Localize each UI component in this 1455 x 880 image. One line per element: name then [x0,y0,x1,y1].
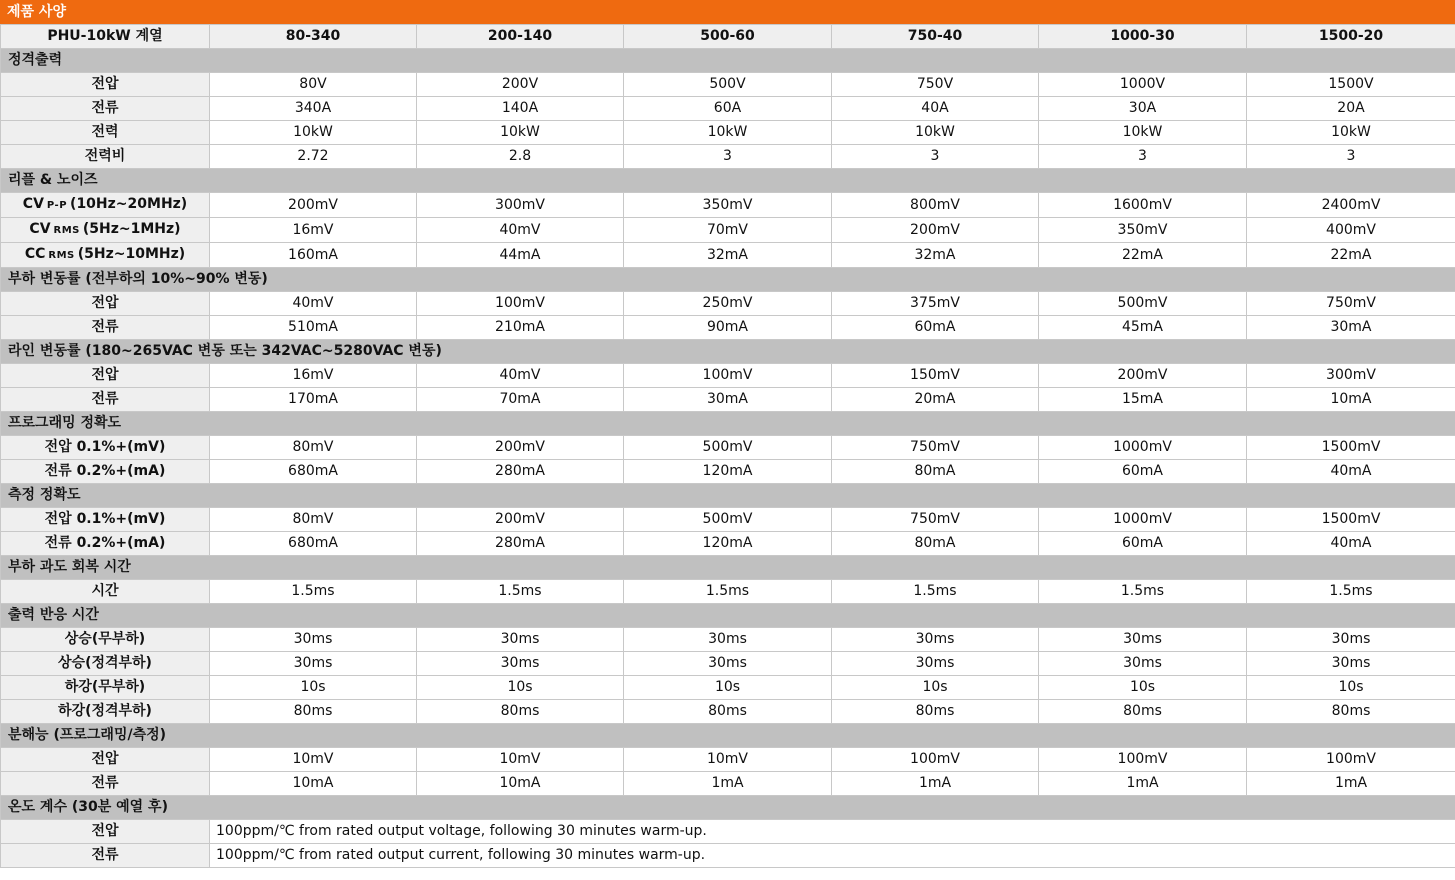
value-cell: 280mA [417,460,624,484]
row-label [1,243,210,268]
value-cell: 30ms [1247,628,1455,652]
value-cell: 40mA [1247,532,1455,556]
value-cell: 10kW [832,121,1039,145]
value-cell: 80mV [210,436,417,460]
spec-row [1,460,1455,484]
spec-table [0,24,1455,868]
value-cell: 1.5ms [832,580,1039,604]
value-cell: 10s [210,676,417,700]
row-label [1,193,210,218]
row-label: 전력 [1,121,210,145]
section-row [1,412,1455,436]
spec-row [1,73,1455,97]
value-cell: 750mV [832,508,1039,532]
value-cell: 500mV [1039,292,1247,316]
row-label: 전류 [1,97,210,121]
value-cell: 80mV [210,508,417,532]
model-header: 500-60 [624,25,832,49]
model-header: 1500-20 [1247,25,1455,49]
row-label-range: (5Hz~10MHz) [77,246,186,262]
value-cell: 40mA [1247,460,1455,484]
value-cell: 10mA [417,772,624,796]
value-cell: 1500V [1247,73,1455,97]
value-cell: 1500mV [1247,508,1455,532]
value-cell: 210mA [417,316,624,340]
row-label-subscript: RMS [53,225,80,236]
section-row [1,49,1455,73]
spec-row [1,748,1455,772]
value-cell: 350mV [1039,218,1247,243]
value-cell: 680mA [210,532,417,556]
value-cell: 70mV [624,218,832,243]
value-cell: 80V [210,73,417,97]
section-title: 분해능 (프로그래밍/측정) [1,724,1455,748]
value-cell: 500mV [624,436,832,460]
value-cell: 1600mV [1039,193,1247,218]
row-label: 전압 [1,73,210,97]
spec-row [1,676,1455,700]
value-cell: 10mA [210,772,417,796]
value-cell: 120mA [624,532,832,556]
value-cell: 60mA [1039,532,1247,556]
value-cell: 200mV [417,436,624,460]
value-cell: 500V [624,73,832,97]
value-cell: 200mV [210,193,417,218]
value-cell: 80ms [210,700,417,724]
value-cell: 10kW [624,121,832,145]
value-cell: 200mV [832,218,1039,243]
model-header: 200-140 [417,25,624,49]
spec-row [1,364,1455,388]
value-cell: 10s [1039,676,1247,700]
value-cell: 10mV [210,748,417,772]
spec-row [1,508,1455,532]
value-cell: 80ms [624,700,832,724]
value-cell: 10mV [624,748,832,772]
row-label-range: (5Hz~1MHz) [82,221,181,237]
value-cell: 20A [1247,97,1455,121]
spec-table-body [1,25,1455,868]
value-cell: 680mA [210,460,417,484]
row-label: 전류 [1,772,210,796]
value-cell: 100mV [624,364,832,388]
row-label: 상승(정격부하) [1,652,210,676]
row-label: 전류 [1,316,210,340]
value-cell: 400mV [1247,218,1455,243]
value-cell: 10kW [210,121,417,145]
model-header: 750-40 [832,25,1039,49]
value-cell: 30ms [210,628,417,652]
value-cell: 30ms [624,628,832,652]
row-label: 하강(정격부하) [1,700,210,724]
value-cell: 60A [624,97,832,121]
spec-row [1,844,1455,868]
value-cell: 60mA [832,316,1039,340]
value-cell: 3 [1039,145,1247,169]
series-label: PHU-10kW 계열 [1,25,210,49]
value-cell: 1.5ms [1247,580,1455,604]
row-label: 전압 [1,748,210,772]
value-cell: 1.5ms [624,580,832,604]
row-note: 100ppm/℃ from rated output voltage, following 30 minutes warm-up. [210,820,1455,844]
value-cell: 10s [832,676,1039,700]
row-label: 하강(무부하) [1,676,210,700]
value-cell: 32mA [624,243,832,268]
model-header: 1000-30 [1039,25,1247,49]
value-cell: 30ms [832,628,1039,652]
value-cell: 10s [417,676,624,700]
section-title: 정격출력 [1,49,1455,73]
value-cell: 1000mV [1039,436,1247,460]
value-cell: 32mA [832,243,1039,268]
value-cell: 510mA [210,316,417,340]
row-label: 전류 0.2%+(mA) [1,532,210,556]
section-row [1,604,1455,628]
row-label-range: (10Hz~20MHz) [70,196,188,212]
value-cell: 3 [624,145,832,169]
section-row [1,724,1455,748]
value-cell: 10mA [1247,388,1455,412]
section-title: 라인 변동률 (180~265VAC 변동 또는 342VAC~5280VAC 변동) [1,340,1455,364]
value-cell: 80mA [832,532,1039,556]
row-label: 전압 [1,364,210,388]
value-cell: 16mV [210,218,417,243]
spec-row [1,193,1455,218]
model-header: 80-340 [210,25,417,49]
value-cell: 16mV [210,364,417,388]
row-label: 전압 0.1%+(mV) [1,508,210,532]
section-title: 출력 반응 시간 [1,604,1455,628]
section-title: 부하 변동률 (전부하의 10%~90% 변동) [1,268,1455,292]
spec-row [1,628,1455,652]
value-cell: 1.5ms [417,580,624,604]
value-cell: 1.5ms [210,580,417,604]
value-cell: 160mA [210,243,417,268]
value-cell: 30ms [417,652,624,676]
value-cell: 800mV [832,193,1039,218]
row-label-subscript: P-P [46,200,68,211]
row-label: 시간 [1,580,210,604]
row-label: 상승(무부하) [1,628,210,652]
spec-title-bar: 제품 사양 [0,0,1455,24]
value-cell: 30ms [832,652,1039,676]
row-label: 전압 [1,820,210,844]
value-cell: 2.8 [417,145,624,169]
value-cell: 40mV [417,218,624,243]
row-label: 전류 [1,844,210,868]
value-cell: 500mV [624,508,832,532]
value-cell: 1mA [624,772,832,796]
value-cell: 1mA [1039,772,1247,796]
value-cell: 100mV [832,748,1039,772]
value-cell: 30ms [417,628,624,652]
value-cell: 80mA [832,460,1039,484]
spec-row [1,388,1455,412]
value-cell: 1mA [832,772,1039,796]
row-label: 전압 0.1%+(mV) [1,436,210,460]
value-cell: 80ms [1247,700,1455,724]
row-label [1,218,210,243]
spec-row [1,436,1455,460]
value-cell: 40mV [210,292,417,316]
value-cell: 250mV [624,292,832,316]
value-cell: 3 [1247,145,1455,169]
spec-row [1,145,1455,169]
value-cell: 22mA [1247,243,1455,268]
spec-row [1,243,1455,268]
row-label-main: CC [24,246,46,262]
row-label-main: CV [29,221,51,237]
value-cell: 100mV [1247,748,1455,772]
value-cell: 30A [1039,97,1247,121]
row-note: 100ppm/℃ from rated output current, following 30 minutes warm-up. [210,844,1455,868]
value-cell: 30ms [1039,652,1247,676]
value-cell: 90mA [624,316,832,340]
value-cell: 100mV [1039,748,1247,772]
value-cell: 40A [832,97,1039,121]
value-cell: 20mA [832,388,1039,412]
value-cell: 750V [832,73,1039,97]
header-row [1,25,1455,49]
value-cell: 10kW [417,121,624,145]
value-cell: 30mA [624,388,832,412]
value-cell: 10kW [1039,121,1247,145]
value-cell: 80ms [832,700,1039,724]
row-label-main: CV [22,196,44,212]
value-cell: 30mA [1247,316,1455,340]
row-label-subscript: RMS [48,250,75,261]
value-cell: 60mA [1039,460,1247,484]
value-cell: 200mV [1039,364,1247,388]
row-label: 전류 0.2%+(mA) [1,460,210,484]
value-cell: 1.5ms [1039,580,1247,604]
spec-row [1,218,1455,243]
value-cell: 280mA [417,532,624,556]
value-cell: 750mV [1247,292,1455,316]
value-cell: 44mA [417,243,624,268]
section-title: 리플 & 노이즈 [1,169,1455,193]
value-cell: 30ms [1039,628,1247,652]
value-cell: 40mV [417,364,624,388]
value-cell: 1mA [1247,772,1455,796]
spec-row [1,121,1455,145]
section-title: 온도 계수 (30분 예열 후) [1,796,1455,820]
value-cell: 10s [1247,676,1455,700]
spec-row [1,820,1455,844]
value-cell: 2.72 [210,145,417,169]
spec-row [1,772,1455,796]
spec-row [1,532,1455,556]
spec-row [1,97,1455,121]
value-cell: 200V [417,73,624,97]
value-cell: 22mA [1039,243,1247,268]
section-row [1,484,1455,508]
value-cell: 1500mV [1247,436,1455,460]
value-cell: 120mA [624,460,832,484]
section-row [1,556,1455,580]
value-cell: 350mV [624,193,832,218]
value-cell: 300mV [417,193,624,218]
value-cell: 45mA [1039,316,1247,340]
value-cell: 80ms [417,700,624,724]
value-cell: 100mV [417,292,624,316]
value-cell: 30ms [1247,652,1455,676]
section-row [1,796,1455,820]
section-row [1,268,1455,292]
value-cell: 30ms [624,652,832,676]
value-cell: 70mA [417,388,624,412]
value-cell: 10kW [1247,121,1455,145]
section-row [1,340,1455,364]
spec-row [1,292,1455,316]
value-cell: 375mV [832,292,1039,316]
value-cell: 150mV [832,364,1039,388]
value-cell: 10mV [417,748,624,772]
value-cell: 750mV [832,436,1039,460]
value-cell: 30ms [210,652,417,676]
value-cell: 140A [417,97,624,121]
row-label: 전압 [1,292,210,316]
section-title: 프로그래밍 정확도 [1,412,1455,436]
value-cell: 200mV [417,508,624,532]
section-row [1,169,1455,193]
row-label: 전력비 [1,145,210,169]
value-cell: 300mV [1247,364,1455,388]
section-title: 측정 정확도 [1,484,1455,508]
section-title: 부하 과도 회복 시간 [1,556,1455,580]
value-cell: 1000mV [1039,508,1247,532]
value-cell: 3 [832,145,1039,169]
value-cell: 170mA [210,388,417,412]
spec-row [1,316,1455,340]
value-cell: 80ms [1039,700,1247,724]
row-label: 전류 [1,388,210,412]
value-cell: 2400mV [1247,193,1455,218]
value-cell: 1000V [1039,73,1247,97]
value-cell: 15mA [1039,388,1247,412]
value-cell: 10s [624,676,832,700]
spec-row [1,700,1455,724]
value-cell: 340A [210,97,417,121]
spec-row [1,652,1455,676]
spec-row [1,580,1455,604]
